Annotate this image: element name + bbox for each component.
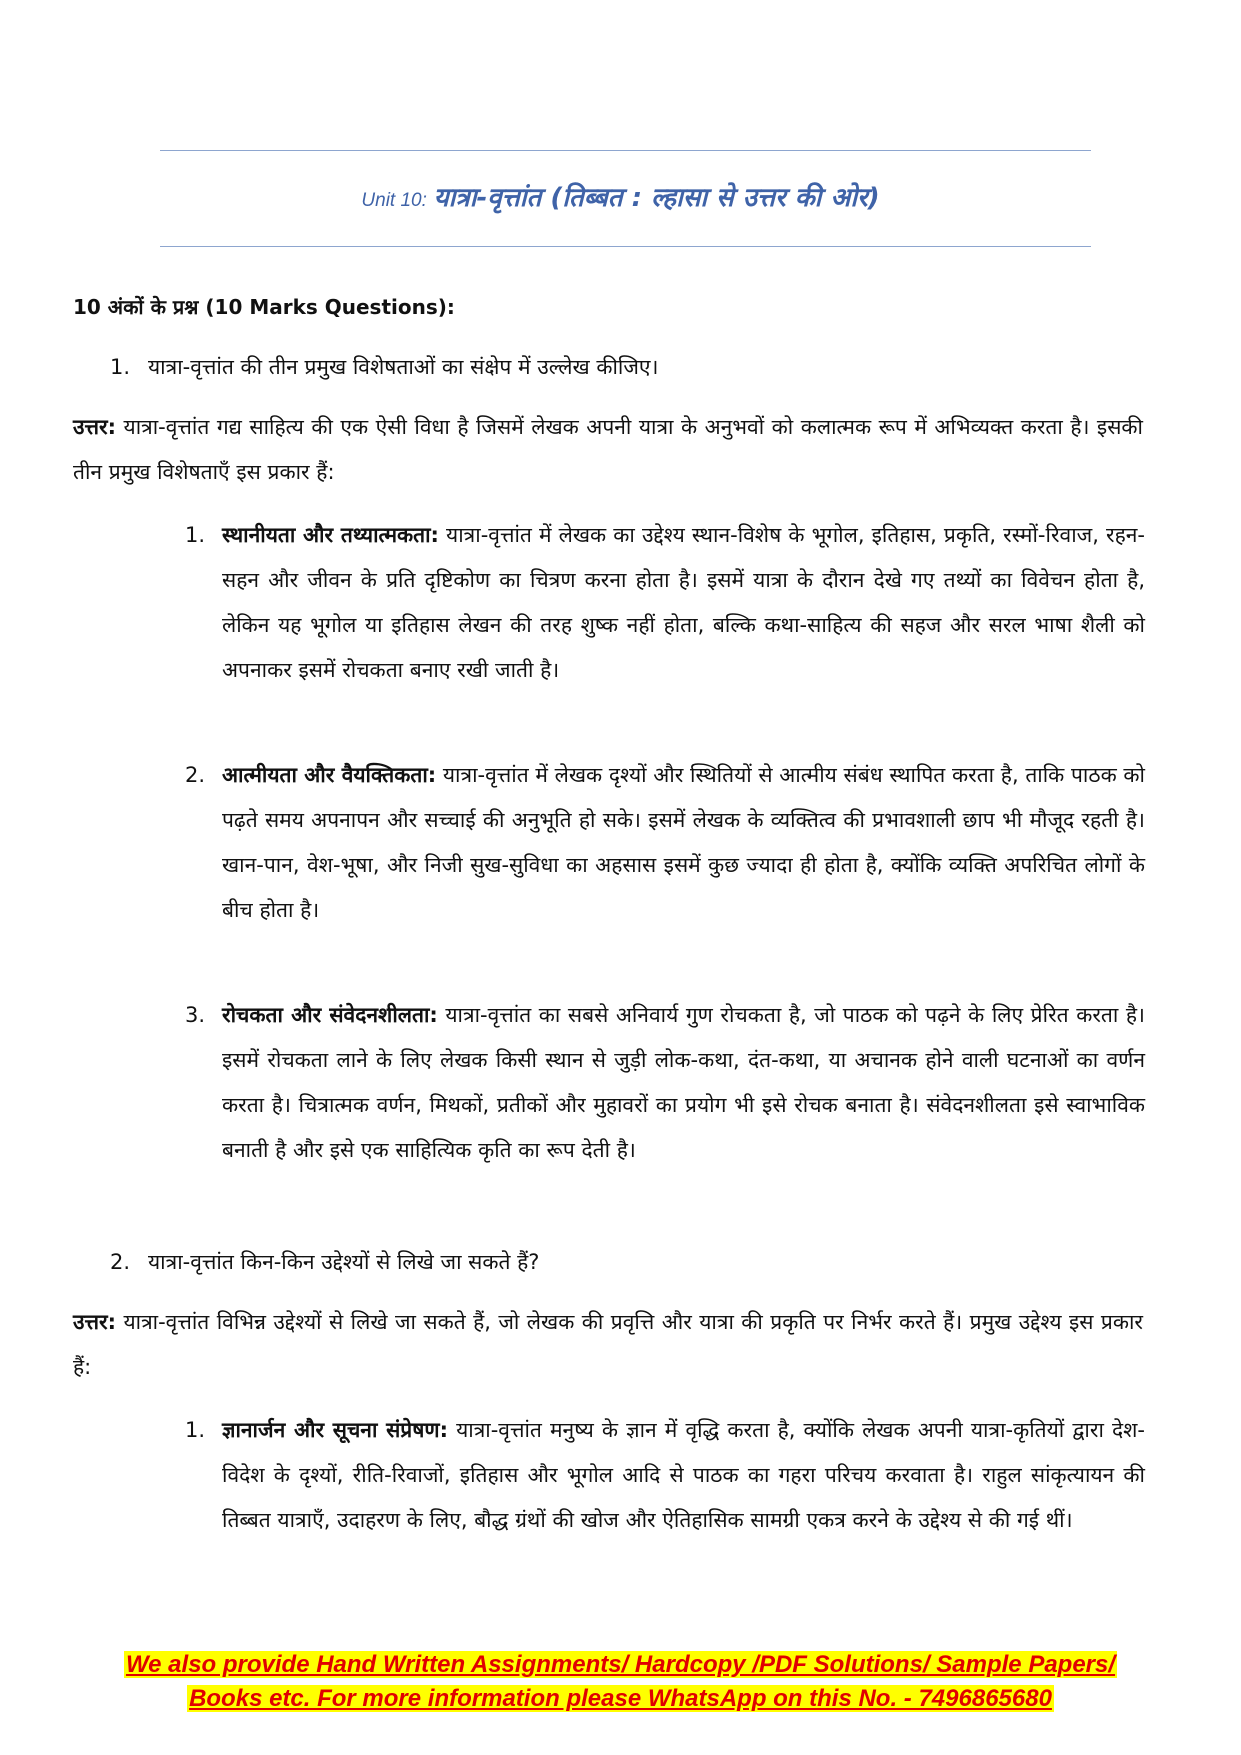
answer-1-intro: [73, 405, 1143, 495]
answer-2-intro: [73, 1300, 1143, 1390]
point-number: 1.: [185, 1418, 206, 1442]
answer-label: उत्तर:: [73, 415, 117, 439]
point-title: स्थानीयता और तथ्यात्मकता:: [222, 523, 439, 547]
answer-text: यात्रा-वृत्तांत गद्य साहित्य की एक ऐसी विधा है जिसमें लेखक अपनी यात्रा के अनुभवों को कलात्मक रूप में अभिव्यक्त करता है। इसकी तीन प्रमुख विशेषताएँ इस प्रकार हैं:: [73, 415, 1143, 484]
point-title: रोचकता और संवेदनशीलता:: [222, 1003, 438, 1027]
answer-1-point-1: [185, 513, 1145, 693]
point-number: 2.: [185, 763, 206, 787]
question-number: 1.: [110, 355, 131, 379]
answer-2-point-1: [185, 1408, 1145, 1543]
promo-line-1: We also provide Hand Written Assignments/ Hardcopy /PDF Solutions/ Sample Papers/: [125, 1651, 1116, 1678]
question-number: 2.: [110, 1250, 131, 1274]
question-2: [110, 1240, 1140, 1285]
unit-label: Unit 10:: [361, 190, 427, 211]
section-heading: 10 अंकों के प्रश्न (10 Marks Questions):: [73, 295, 455, 319]
promo-footer: [0, 1648, 1241, 1716]
question-text: यात्रा-वृत्तांत की तीन प्रमुख विशेषताओं का संक्षेप में उल्लेख कीजिए।: [148, 355, 659, 379]
unit-title: यात्रा-वृत्तांत (तिब्बत : ल्हासा से उत्तर की ओर): [433, 183, 880, 213]
point-title: आत्मीयता और वैयक्तिकता:: [222, 763, 437, 787]
answer-label: उत्तर:: [73, 1310, 117, 1334]
point-text: यात्रा-वृत्तांत मनुष्य के ज्ञान में वृद्धि करता है, क्योंकि लेखक अपनी यात्रा-कृतियों द्वारा देश-विदेश के दृश्यों, रीति-रिवाजों, इतिहास और भूगोल आदि से पाठक का गहरा परिचय करवाता है। राहुल सांकृत्यायन की तिब्बत यात्राएँ, उदाहरण के लिए, बौद्ध ग्रंथों की खोज और ऐतिहासिक सामग्री एकत्र करने के उद्देश्य से की गई थीं।: [222, 1418, 1145, 1532]
point-text: यात्रा-वृत्तांत में लेखक का उद्देश्य स्थान-विशेष के भूगोल, इतिहास, प्रकृति, रस्मों-रिवाज, रहन-सहन और जीवन के प्रति दृष्टिकोण का चित्रण करना होता है। इसमें यात्रा के दौरान देखे गए तथ्यों का विवेचन होता है, लेकिन यह भूगोल या इतिहास लेखन की तरह शुष्क नहीं होता, बल्कि कथा-साहित्य की सहज और सरल भाषा शैली को अपनाकर इसमें रोचकता बनाए रखी जाती है।: [222, 523, 1145, 682]
promo-line-2: Books etc. For more information please WhatsApp on this No. - 7496865680: [189, 1685, 1052, 1712]
point-number: 1.: [185, 523, 206, 547]
answer-1-point-2: [185, 753, 1145, 933]
point-text: यात्रा-वृत्तांत में लेखक दृश्यों और स्थितियों से आत्मीय संबंध स्थापित करता है, ताकि पाठक को पढ़ते समय अपनापन और सच्चाई की अनुभूति हो सके। इसमें लेखक के व्यक्तित्व की प्रभावशाली छाप भी मौजूद रहती है। खान-पान, वेश-भूषा, और निजी सुख-सुविधा का अहसास इसमें कुछ ज्यादा ही होता है, क्योंकि व्यक्ति अपरिचित लोगों के बीच होता है।: [222, 763, 1145, 922]
question-1: [110, 345, 1140, 390]
header-bottom-rule: [160, 246, 1091, 247]
page-title: [0, 178, 1241, 214]
point-title: ज्ञानार्जन और सूचना संप्रेषण:: [222, 1418, 448, 1442]
question-text: यात्रा-वृत्तांत किन-किन उद्देश्यों से लिखे जा सकते हैं?: [148, 1250, 540, 1274]
point-number: 3.: [185, 1003, 206, 1027]
header-top-rule: [160, 150, 1091, 151]
answer-text: यात्रा-वृत्तांत विभिन्न उद्देश्यों से लिखे जा सकते हैं, जो लेखक की प्रवृत्ति और यात्रा की प्रकृति पर निर्भर करते हैं। प्रमुख उद्देश्य इस प्रकार हैं:: [73, 1310, 1143, 1379]
point-text: यात्रा-वृत्तांत का सबसे अनिवार्य गुण रोचकता है, जो पाठक को पढ़ने के लिए प्रेरित करता है। इसमें रोचकता लाने के लिए लेखक किसी स्थान से जुड़ी लोक-कथा, दंत-कथा, या अचानक होने वाली घटनाओं का वर्णन करता है। चित्रात्मक वर्णन, मिथकों, प्रतीकों और मुहावरों का प्रयोग भी इसे रोचक बनाता है। संवेदनशीलता इसे स्वाभाविक बनाती है और इसे एक साहित्यिक कृति का रूप देती है।: [222, 1003, 1145, 1162]
answer-1-point-3: [185, 993, 1145, 1173]
